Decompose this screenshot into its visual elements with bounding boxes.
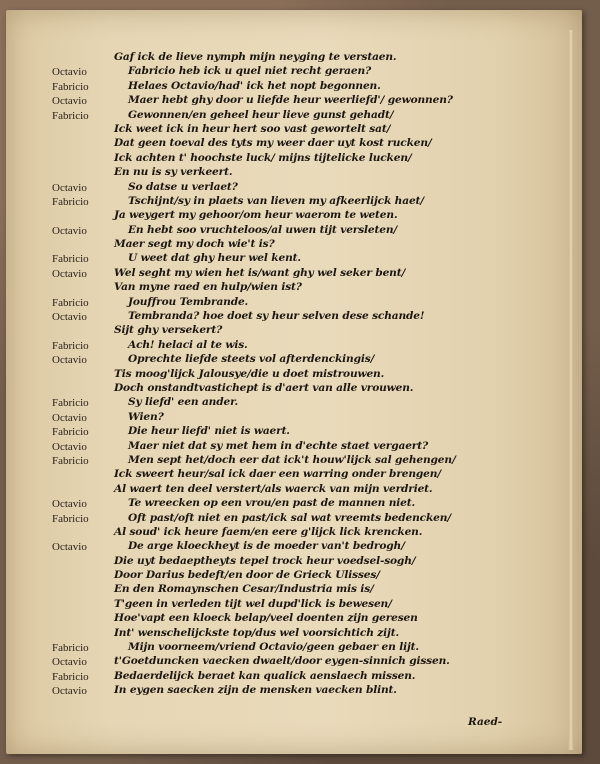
speaker-label: Octavio [52, 685, 87, 698]
verse-text: Helaes Octavio/had' ick het nopt begonnen. [128, 79, 381, 92]
verse-text: En hebt soo vruchteloos/al uwen tijt versleten/ [128, 223, 398, 236]
verse-text: Int' wenschelijckste top/dus wel voorsichtich zijt. [114, 626, 400, 639]
verse-line [52, 323, 552, 337]
verse-text: Tis moog'lijck Jalousye/die u doet mistrouwen. [114, 367, 385, 380]
speaker-label: Octavio [52, 95, 87, 108]
verse-line [52, 64, 552, 78]
verse-line [52, 525, 552, 539]
verse-line [52, 597, 552, 611]
verse-line [52, 194, 552, 208]
verse-text: Ja weygert my gehoor/om heur waerom te weten. [114, 209, 398, 222]
verse-line [52, 108, 552, 122]
speaker-label: Octavio [52, 267, 87, 280]
verse-text: Tembranda? hoe doet sy heur selven dese schande! [128, 310, 425, 323]
verse-line [52, 295, 552, 309]
verse-line [52, 410, 552, 424]
verse-text: Men sept het/doch eer dat ick't houw'lijck sal gehengen/ [128, 453, 456, 466]
speaker-label: Octavio [52, 498, 87, 511]
speaker-label: Octavio [52, 66, 87, 79]
verse-text: Ach! helaci al te wis. [128, 338, 248, 351]
speaker-label: Fabricio [52, 109, 89, 122]
verse-text: Maer niet dat sy met hem in d'echte staet vergaert? [128, 439, 429, 452]
verse-text: Maer segt my doch wie't is? [114, 238, 275, 251]
verse-text: Gewonnen/en geheel heur lieve gunst gehadt/ [128, 108, 394, 121]
speaker-label: Fabricio [52, 642, 89, 655]
verse-line [52, 395, 552, 409]
verse-line [52, 640, 552, 654]
verse-text: Gaf ick de lieve nymph mijn neyging te verstaen. [114, 51, 397, 63]
verse-text: Wel seght my wien het is/want ghy wel seker bent/ [114, 266, 406, 279]
verse-line [52, 309, 552, 323]
verse-text: Jouffrou Tembrande. [128, 295, 249, 308]
speaker-label: Fabricio [52, 512, 89, 525]
verse-line [52, 122, 552, 136]
verse-text: Oft past/oft niet en past/ick sal wat vreemts bedencken/ [128, 511, 452, 524]
speaker-label: Fabricio [52, 195, 89, 208]
verse-text: Ick sweert heur/sal ick daer een warring onder brengen/ [114, 468, 442, 481]
verse-line [52, 151, 552, 165]
verse-line [52, 93, 552, 107]
speaker-label: Fabricio [52, 80, 89, 93]
speaker-label: Fabricio [52, 339, 89, 352]
catchword: Raed- [468, 716, 503, 728]
verse-text: Al waert ten deel verstert/als waerck van mijn verdriet. [114, 482, 433, 495]
verse-text: Hoe'vapt een kloeck belap/veel doenten zijn geresen [114, 612, 418, 625]
speaker-label: Octavio [52, 440, 87, 453]
verse-line [52, 280, 552, 294]
verse-line [52, 654, 552, 668]
verse-line [52, 338, 552, 352]
verse-text: En nu is sy verkeert. [114, 166, 233, 179]
verse-line [52, 381, 552, 395]
verse-text: T'geen in verleden tijt wel dupd'lick is bewesen/ [114, 597, 392, 610]
speaker-label: Octavio [52, 354, 87, 367]
verse-text: Door Darius bedeft/en door de Grieck Ulisses/ [114, 569, 380, 582]
verse-text: Wien? [128, 410, 164, 423]
verse-line [52, 367, 552, 381]
speaker-label: Fabricio [52, 426, 89, 439]
speaker-label: Fabricio [52, 454, 89, 467]
verse-line [52, 208, 552, 222]
verse-line [52, 352, 552, 366]
verse-text: Sijt ghy versekert? [114, 324, 223, 337]
verse-text: Mijn voorneem/vriend Octavio/geen gebaer en lijt. [128, 641, 419, 654]
verse-line [52, 568, 552, 582]
verse-line [52, 511, 552, 525]
verse-text: t'Goetduncken vaecken dwaelt/door eygen-sinnich gissen. [114, 655, 450, 668]
verse-text: So datse u verlaet? [128, 180, 238, 193]
verse-text: Van myne raed en hulp/wien ist? [114, 281, 302, 294]
speaker-label: Fabricio [52, 253, 89, 266]
verse-line [52, 611, 552, 625]
verse-lines [52, 50, 552, 698]
verse-text: U weet dat ghy heur wel kent. [128, 252, 301, 265]
speaker-label: Octavio [52, 311, 87, 324]
speaker-label: Fabricio [52, 670, 89, 683]
verse-text: Doch onstandtvastichept is d'aert van alle vrouwen. [114, 381, 414, 394]
verse-line [52, 79, 552, 93]
verse-text: Oprechte liefde steets vol afterdenckingis/ [128, 353, 375, 366]
verse-line [52, 496, 552, 510]
verse-line [52, 136, 552, 150]
verse-text: Ick achten t' hoochste luck/ mijns tijtelicke lucken/ [114, 151, 412, 164]
verse-text: Ick weet ick in heur hert soo vast gewortelt sat/ [114, 122, 391, 135]
verse-text: In eygen saecken zijn de mensken vaecken blint. [114, 684, 397, 697]
verse-text: Sy liefd' een ander. [128, 396, 239, 409]
verse-text: De arge kloeckheyt is de moeder van't bedrogh/ [128, 540, 405, 553]
verse-text: Die uyt bedaeptheyts tepel trock heur voedsel-sogh/ [114, 554, 416, 567]
speaker-label: Octavio [52, 224, 87, 237]
speaker-label: Octavio [52, 411, 87, 424]
verse-line [52, 482, 552, 496]
speaker-label: Octavio [52, 541, 87, 554]
speaker-label: Fabricio [52, 296, 89, 309]
speaker-label: Fabricio [52, 397, 89, 410]
verse-text: Die heur liefd' niet is waert. [128, 425, 290, 438]
verse-text: Fabricio heb ick u quel niet recht geraen? [128, 65, 372, 78]
verse-text: Al soud' ick heure faem/en eere g'lijck lick krencken. [114, 525, 423, 538]
verse-line [52, 251, 552, 265]
verse-line [52, 50, 552, 64]
verse-line [52, 669, 552, 683]
verse-text: En den Romaynschen Cesar/Industria mis is/ [114, 583, 374, 596]
verse-line [52, 180, 552, 194]
verse-line [52, 453, 552, 467]
speaker-label: Octavio [52, 656, 87, 669]
book-page [6, 10, 582, 754]
verse-line [52, 683, 552, 697]
verse-line [52, 237, 552, 251]
verse-text: Maer hebt ghy door u liefde heur weerliefd'/ gewonnen? [128, 94, 453, 107]
verse-line [52, 424, 552, 438]
verse-line [52, 165, 552, 179]
verse-line [52, 266, 552, 280]
verse-line [52, 223, 552, 237]
verse-line [52, 582, 552, 596]
verse-text: Bedaerdelijck beraet kan qualick aenslaech missen. [114, 669, 416, 682]
verse-line [52, 439, 552, 453]
verse-text: Te wreecken op een vrou/en past de mannen niet. [128, 497, 415, 510]
page-edge [568, 30, 574, 750]
speaker-label: Octavio [52, 181, 87, 194]
verse-line [52, 539, 552, 553]
verse-text: Tschijnt/sy in plaets van lieven my afkeerlijck haet/ [128, 194, 424, 207]
verse-text: Dat geen toeval des tyts my weer daer uyt kost rucken/ [114, 137, 432, 150]
verse-line [52, 554, 552, 568]
verse-line [52, 626, 552, 640]
verse-line [52, 467, 552, 481]
